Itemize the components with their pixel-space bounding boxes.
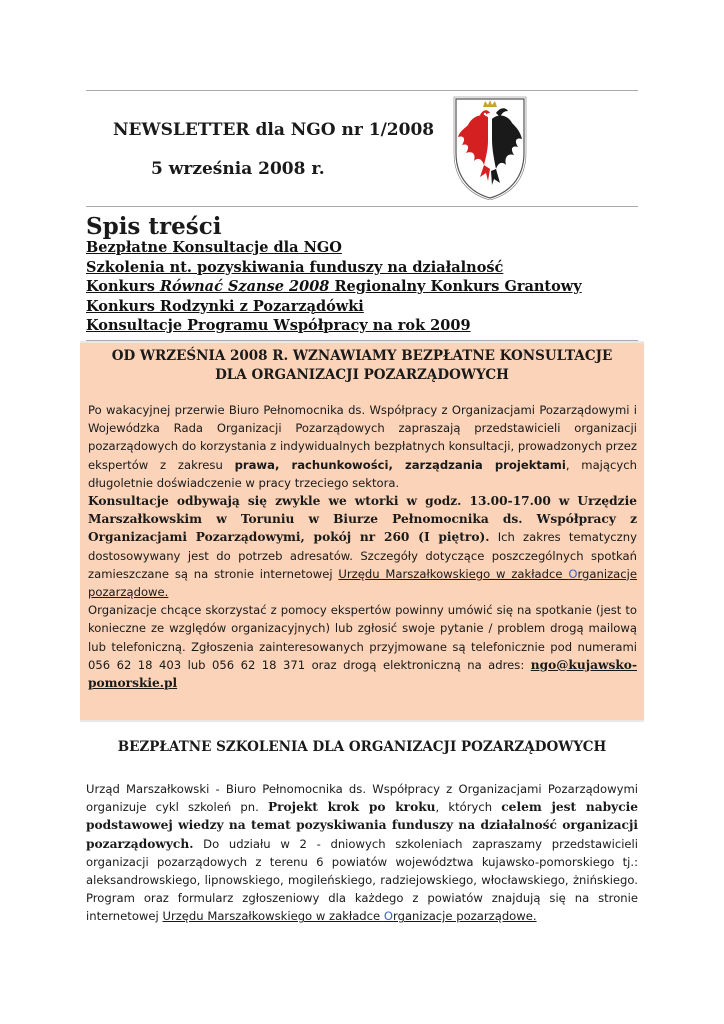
- bold-text: Projekt krok po kroku: [267, 800, 436, 815]
- text: , mających długoletnie doświadczenie w pracy trzeciego sektora.: [88, 457, 637, 490]
- text: Po wakacyjnej przerwie Biuro Pełnomocnika ds. Współpracy z Organizacjami Pozarządowymi i Wojewódzka Rada Organizacji Pozarządowych zapraszają przedstawicieli organizacji pozarządowych do korzystania z indywidualnych bezpłatnych konsultacji, prowadzonych przez ekspertów z zakresu: [88, 403, 637, 472]
- trainings-paragraph: [86, 780, 638, 926]
- link-text: O: [383, 909, 394, 924]
- coat-of-arms-icon: [450, 95, 530, 200]
- consultations-heading: [80, 347, 644, 385]
- toc-text: Regionalny Konkurs Grantowy: [329, 278, 582, 295]
- text: Ich zakres tematyczny dostosowywany jest do potrzeb adresatów. Szczegóły dotyczące poszczególnych spotkań zamieszczane są na stronie internetowej: [88, 530, 637, 581]
- consultations-paragraph-3: [88, 601, 637, 692]
- bold-text: celem jest nabycie podstawowej wiedzy na temat pozyskiwania funduszy na działalność organizacji pozarządowych.: [86, 800, 639, 851]
- toc-link[interactable]: Konsultacje Programu Współpracy na rok 2009: [86, 317, 471, 334]
- text: Do udziału w 2 - dniowych szkoleniach zapraszamy przedstawicieli organizacji pozarządowych z terenu 6 powiatów województwa kujawsko-pomorskiego tj.: aleksandrowskiego, lipnowskiego, mogileńskiego, radziejowskiego, włocławskiego, żnińskiego. Program oraz formularz zgłoszeniowy dla każdego z powiatów znajdują się na stronie internetowej: [86, 836, 638, 924]
- trainings-heading: BEZPŁATNE SZKOLENIA DLA ORGANIZACJI POZARZĄDOWYCH: [117, 739, 607, 755]
- bold-text: Konsultacje odbywają się zwykle we wtorki w godz. 13.00-17.00 w Urzędzie Marszałkowskim w Toruniu w Biurze Pełnomocnika ds. Współpracy z Organizacjami Pozarządowymi, pokój nr 260 (I piętro).: [88, 494, 637, 545]
- consultations-section: [80, 343, 644, 720]
- header-divider: [86, 206, 638, 207]
- consultations-paragraph-1: [88, 401, 637, 492]
- table-of-contents: [86, 238, 582, 336]
- newsletter-date: 5 września 2008 r.: [151, 159, 325, 179]
- trainings-body: [86, 780, 638, 926]
- top-divider: [86, 90, 638, 91]
- toc-item-program-2009[interactable]: [86, 316, 582, 336]
- text: , których: [435, 800, 502, 815]
- toc-link[interactable]: [86, 278, 582, 295]
- link-text: rganizacje pozarządowe.: [393, 909, 537, 924]
- toc-item-grant-contest[interactable]: [86, 277, 582, 297]
- link-text: O: [568, 566, 578, 581]
- bold-text: prawa, rachunkowości, zarządzania projektami: [234, 457, 566, 472]
- consultations-paragraph-2: [88, 492, 637, 601]
- toc-link[interactable]: Bezpłatne Konsultacje dla NGO: [86, 239, 342, 256]
- text: Organizacje chcące skorzystać z pomocy ekspertów powinny umówić się na spotkanie (jest to konieczne ze względów organizacyjnych) lub zgłosić swoje pytanie / problem drogą mailową lub telefoniczną. Zgłoszenia zainteresowanych przyjmowane są telefonicznie pod numerami 056 62 18 403 lub 056 62 18 371 oraz drogą elektroniczną na adres:: [88, 603, 637, 672]
- consultations-body: [88, 401, 637, 692]
- toc-text: Konkurs: [86, 278, 160, 295]
- link-text: rganizacje pozarządowe.: [88, 566, 637, 600]
- toc-divider: [86, 340, 638, 341]
- toc-item-consultations[interactable]: [86, 238, 582, 258]
- consultations-heading-line2: DLA ORGANIZACJI POZARZĄDOWYCH: [215, 367, 509, 383]
- toc-item-trainings[interactable]: [86, 258, 582, 278]
- consultations-heading-line1: OD WRZEŚNIA 2008 R. WZNAWIAMY BEZPŁATNE KONSULTACJE: [111, 348, 613, 364]
- toc-contest-name: Równać Szanse 2008: [159, 278, 330, 295]
- email-link[interactable]: ngo@kujawsko-pomorskie.pl: [88, 657, 637, 691]
- urzad-link[interactable]: [162, 909, 536, 923]
- text: Urząd Marszałkowski - Biuro Pełnomocnika ds. Współpracy z Organizacjami Pozarządowymi organizuje cykl szkoleń pn.: [86, 782, 638, 815]
- newsletter-title: NEWSLETTER dla NGO nr 1/2008: [113, 120, 435, 140]
- link-text: Urzędu Marszałkowskiego w zakładce: [162, 909, 384, 924]
- toc-title: Spis treści: [86, 213, 222, 240]
- link-text: Urzędu Marszałkowskiego w zakładce: [338, 566, 569, 581]
- toc-item-rodzynki[interactable]: [86, 297, 582, 317]
- toc-link[interactable]: Szkolenia nt. pozyskiwania funduszy na działalność: [86, 258, 504, 276]
- toc-link[interactable]: Konkurs Rodzynki z Pozarządówki: [86, 297, 364, 315]
